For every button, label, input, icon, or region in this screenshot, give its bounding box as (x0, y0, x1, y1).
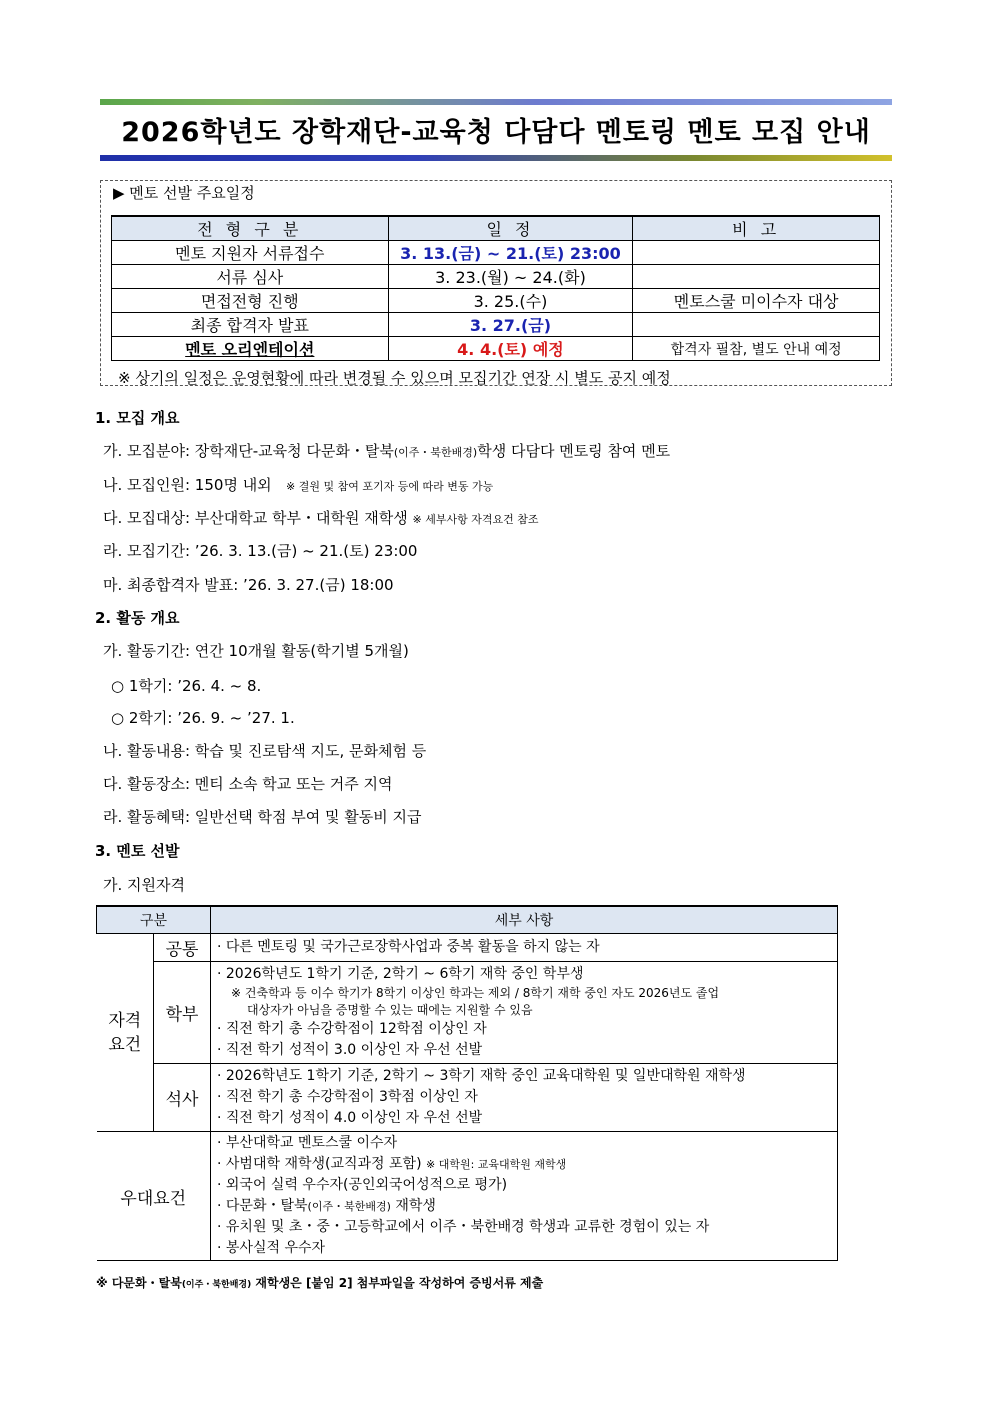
section1-item-d: 라. 모집기간: ’26. 3. 13.(금) ~ 21.(토) 23:00 (103, 542, 418, 560)
qual-header-row (97, 906, 838, 934)
qual-undergrad-detail (211, 962, 838, 1064)
schedule-date: 3. 25.(수) (388, 289, 633, 313)
section2-item-b: 나. 활동내용: 학습 및 진로탐색 지도, 문화체험 등 (103, 742, 427, 760)
qual-master-label: 석사 (154, 1064, 211, 1132)
item-text: 가. 모집분야: 장학재단-교육청 다문화・탈북 (103, 442, 394, 460)
qual-col-category: 구분 (97, 906, 211, 934)
schedule-table (111, 215, 880, 361)
detail-line: · 직전 학기 성적이 3.0 이상인 자 우선 선발 (217, 1042, 483, 1058)
item-text: 다. 모집대상: 부산대학교 학부・대학원 재학생 (103, 509, 408, 527)
item-note: ※ 결원 및 참여 포기자 등에 따라 변동 가능 (286, 480, 494, 493)
schedule-stage: 멘토 오리엔테이션 (112, 337, 389, 361)
item-note: ※ 세부사항 자격요건 참조 (412, 513, 539, 526)
schedule-note-text: ※ 상기의 일정은 운영현황에 따라 변경될 수 있으며 모집기간 연장 시 별도 공지 예정 (118, 369, 671, 387)
schedule-row (112, 241, 880, 265)
detail-line: · 외국어 실력 우수자(공인외국어성적으로 평가) (217, 1177, 508, 1193)
qual-group-label (97, 934, 154, 1132)
section2-title: 2. 활동 개요 (95, 609, 180, 627)
section3-item-a: 가. 지원자격 (103, 876, 185, 894)
schedule-col-stage: 전 형 구 분 (112, 216, 389, 241)
page-title: 2026학년도 장학재단-교육청 다담다 멘토링 멘토 모집 안내 (121, 117, 871, 148)
qual-row-master (97, 1064, 838, 1132)
schedule-stage: 멘토 지원자 서류접수 (112, 241, 389, 265)
group-text: 자격 요건 (108, 1010, 142, 1055)
detail-line: · 부산대학교 멘토스쿨 이수자 (217, 1135, 398, 1151)
schedule-row (112, 313, 880, 337)
section2-item-a: 가. 활동기간: 연간 10개월 활동(학기별 5개월) (103, 642, 409, 660)
qual-common-detail: · 다른 멘토링 및 국가근로장학사업과 중복 활동을 하지 않는 자 (211, 934, 838, 962)
section2-item-a1: ○ 1학기: ’26. 4. ~ 8. (111, 677, 262, 695)
schedule-stage: 최종 합격자 발표 (112, 313, 389, 337)
qualification-table (96, 905, 838, 1261)
item-small: (이주・북한배경) (393, 446, 478, 459)
detail-subnote: ※ 건축학과 등 이수 학기가 8학기 이상인 학과는 제외 / 8학기 재학 중인 자도 2026년도 졸업 (231, 986, 720, 1000)
section2-item-d: 라. 활동혜택: 일반선택 학점 부여 및 활동비 지급 (103, 808, 422, 826)
schedule-row (112, 265, 880, 289)
qual-common-label: 공통 (154, 934, 211, 962)
item-tail: 학생 다담다 멘토링 참여 멘토 (477, 442, 671, 460)
footnote (96, 1274, 543, 1291)
schedule-row (112, 289, 880, 313)
schedule-row (112, 337, 880, 361)
detail-line (217, 1154, 831, 1175)
schedule-stage: 면접전형 진행 (112, 289, 389, 313)
detail-line: · 직전 학기 총 수강학점이 12학점 이상인 자 (217, 1021, 487, 1037)
schedule-note (633, 313, 880, 337)
section1-item-b (103, 474, 493, 495)
schedule-note (633, 241, 880, 265)
line-note: ※ 대학원: 교육대학원 재학생 (426, 1158, 567, 1171)
detail-line: · 유치원 및 초・중・고등학교에서 이주・북한배경 학생과 교류한 경험이 있는 자 (217, 1219, 710, 1235)
line-tail: 재학생 (395, 1198, 436, 1214)
section1-item-c (103, 507, 538, 528)
line-text: · 다문화・탈북 (217, 1198, 308, 1214)
qual-row-common (97, 934, 838, 962)
footnote-tail: 재학생은 [붙임 2] 첨부파일을 작성하여 증빙서류 제출 (255, 1276, 544, 1290)
schedule-date: 3. 27.(금) (388, 313, 633, 337)
detail-line: · 봉사실적 우수자 (217, 1240, 326, 1256)
line-text: · 사범대학 재학생(교직과정 포함) (217, 1156, 422, 1172)
line-small: (이주・북한배경) (307, 1200, 391, 1213)
section2-item-a2: ○ 2학기: ’26. 9. ~ ’27. 1. (111, 709, 295, 727)
detail-line: · 2026학년도 1학기 기준, 2학기 ~ 6학기 재학 중인 학부생 (217, 966, 584, 982)
schedule-note: 멘토스쿨 미이수자 대상 (633, 289, 880, 313)
detail-line (217, 1196, 831, 1217)
detail-line: · 2026학년도 1학기 기준, 2학기 ~ 3학기 재학 중인 교육대학원 및 일반대학원 재학생 (217, 1068, 746, 1084)
schedule-stage: 서류 심사 (112, 265, 389, 289)
title-bottom-bar (100, 155, 892, 161)
schedule-col-date: 일 정 (388, 216, 633, 241)
section1-title: 1. 모집 개요 (95, 409, 180, 427)
item-text: 나. 모집인원: 150명 내외 (103, 476, 272, 494)
schedule-date: 3. 23.(월) ~ 24.(화) (388, 265, 633, 289)
schedule-note: 합격자 필참, 별도 안내 예정 (633, 337, 880, 361)
schedule-header-row (112, 216, 880, 241)
footnote-text: ※ 다문화・탈북 (96, 1276, 182, 1290)
qual-master-detail (211, 1064, 838, 1132)
title-top-bar (100, 99, 892, 105)
schedule-col-note: 비 고 (633, 216, 880, 241)
schedule-heading: ▶ 멘토 선발 주요일정 (113, 184, 255, 202)
qual-row-undergrad (97, 962, 838, 1064)
section2-item-c: 다. 활동장소: 멘티 소속 학교 또는 거주 지역 (103, 775, 393, 793)
section1-item-a (103, 440, 670, 461)
schedule-date: 4. 4.(토) 예정 (388, 337, 633, 361)
section3-title: 3. 멘토 선발 (95, 842, 180, 860)
qual-row-preference (97, 1132, 838, 1261)
footnote-small: (이주・북한배경) (181, 1280, 252, 1290)
qual-undergrad-label: 학부 (154, 962, 211, 1064)
detail-line: · 직전 학기 성적이 4.0 이상인 자 우선 선발 (217, 1110, 483, 1126)
detail-subnote: 대상자가 아님을 증명할 수 있는 때에는 지원할 수 있음 (247, 1003, 533, 1017)
detail-line: · 직전 학기 총 수강학점이 3학점 이상인 자 (217, 1089, 478, 1105)
schedule-note (633, 265, 880, 289)
qual-col-details: 세부 사항 (211, 906, 838, 934)
section1-item-e: 마. 최종합격자 발표: ’26. 3. 27.(금) 18:00 (103, 576, 394, 594)
qual-pref-label: 우대요건 (97, 1132, 211, 1261)
qual-pref-detail (211, 1132, 838, 1261)
schedule-date: 3. 13.(금) ~ 21.(토) 23:00 (388, 241, 633, 265)
